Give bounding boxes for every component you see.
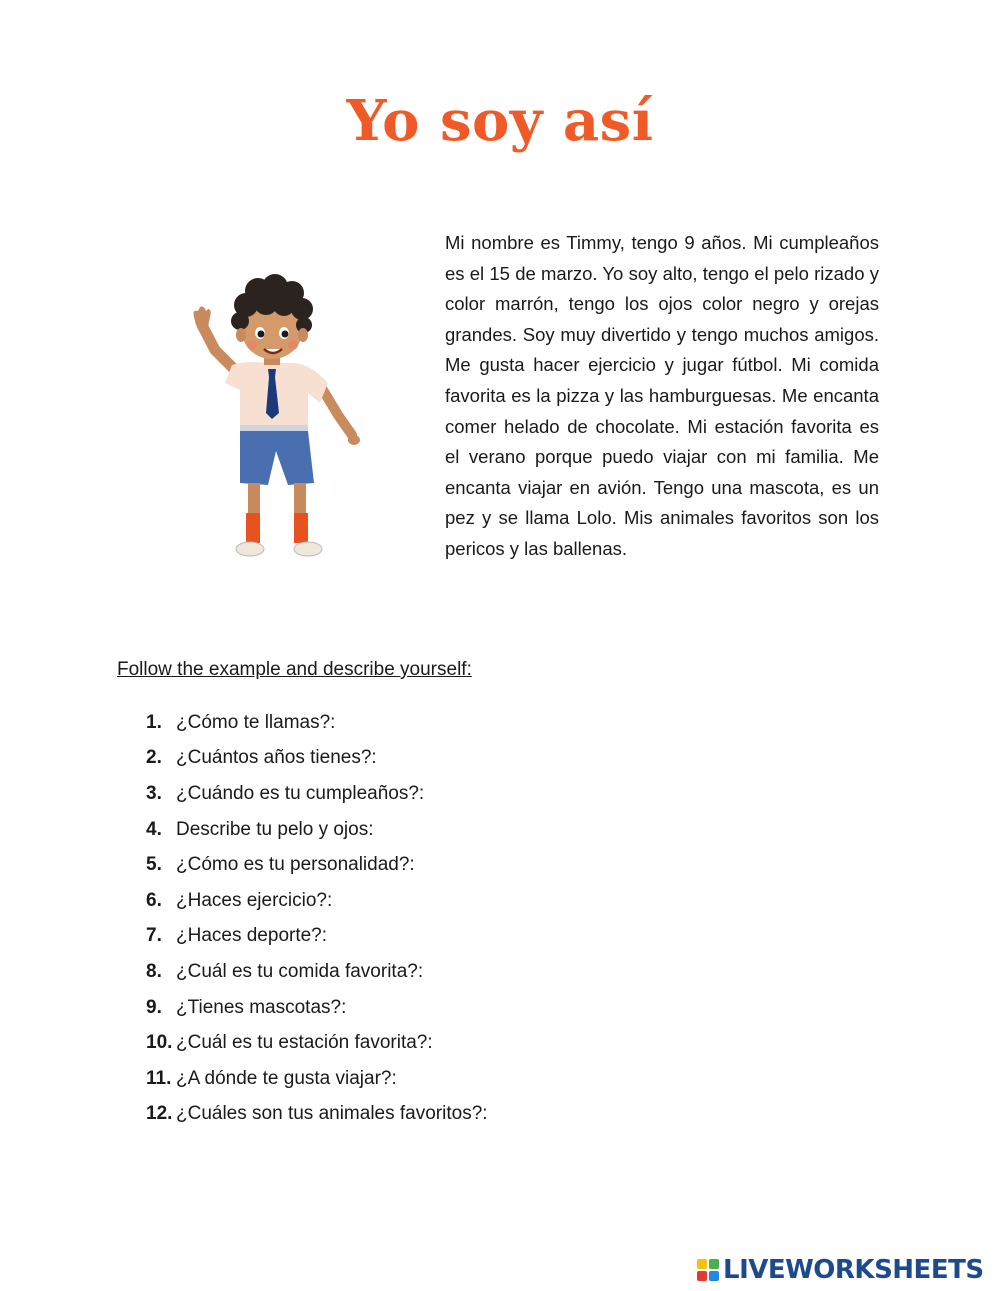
boy-left-sock bbox=[246, 513, 260, 543]
logo-squares-icon bbox=[697, 1259, 719, 1281]
question-number: 7. bbox=[146, 925, 162, 947]
question-item bbox=[146, 776, 488, 812]
boy-lowered-hand bbox=[348, 435, 360, 445]
question-text: ¿Tienes mascotas?: bbox=[176, 996, 347, 1018]
question-number: 5. bbox=[146, 854, 162, 876]
question-text: ¿Cuál es tu comida favorita?: bbox=[176, 960, 424, 982]
question-text: ¿A dónde te gusta viajar?: bbox=[176, 1067, 397, 1089]
question-item bbox=[146, 919, 488, 955]
question-text: ¿Cuál es tu estación favorita?: bbox=[176, 1032, 433, 1054]
question-text: ¿Cuándo es tu cumpleaños?: bbox=[176, 782, 425, 804]
boy-raised-hand bbox=[194, 307, 211, 329]
brand-name: LIVEWORKSHEETS bbox=[723, 1255, 984, 1285]
boy-smile bbox=[264, 349, 282, 353]
question-number: 6. bbox=[146, 889, 162, 911]
boy-lowered-arm bbox=[320, 385, 352, 435]
boy-right-shoe bbox=[294, 542, 322, 556]
question-item bbox=[146, 954, 488, 990]
question-number: 2. bbox=[146, 747, 162, 769]
question-text: ¿Cómo te llamas?: bbox=[176, 711, 336, 733]
boy-right-sock bbox=[294, 513, 308, 543]
boy-right-leg bbox=[294, 483, 306, 513]
question-number: 11. bbox=[146, 1067, 172, 1089]
question-list bbox=[146, 705, 488, 1132]
question-text: ¿Cuántos años tienes?: bbox=[176, 747, 377, 769]
question-text: ¿Cómo es tu personalidad?: bbox=[176, 854, 415, 876]
question-text: Describe tu pelo y ojos: bbox=[176, 818, 374, 840]
instruction-text: Follow the example and describe yourself: bbox=[117, 659, 472, 680]
question-number: 10. bbox=[146, 1032, 173, 1054]
question-number: 12. bbox=[146, 1103, 173, 1125]
question-number: 1. bbox=[146, 711, 162, 733]
question-item bbox=[146, 741, 488, 777]
question-item bbox=[146, 812, 488, 848]
question-item bbox=[146, 1097, 488, 1133]
question-text: ¿Haces deporte?: bbox=[176, 925, 328, 947]
question-text: ¿Cuáles son tus animales favoritos?: bbox=[176, 1103, 488, 1125]
question-item bbox=[146, 1061, 488, 1097]
question-item bbox=[146, 705, 488, 741]
question-number: 9. bbox=[146, 996, 162, 1018]
question-text: ¿Haces ejercicio?: bbox=[176, 889, 333, 911]
question-number: 8. bbox=[146, 960, 162, 982]
liveworksheets-logo[interactable] bbox=[697, 1255, 984, 1285]
question-item bbox=[146, 847, 488, 883]
page-title: Yo soy así bbox=[346, 88, 654, 154]
question-item bbox=[146, 883, 488, 919]
question-number: 4. bbox=[146, 818, 162, 840]
boy-illustration bbox=[180, 265, 370, 565]
question-number: 3. bbox=[146, 782, 162, 804]
boy-raised-arm bbox=[202, 325, 235, 370]
question-item bbox=[146, 1025, 488, 1061]
question-item bbox=[146, 990, 488, 1026]
boy-shorts bbox=[240, 431, 314, 485]
example-paragraph: Mi nombre es Timmy, tengo 9 años. Mi cumpleaños es el 15 de marzo. Yo soy alto, tengo el pelo rizado y color marrón, tengo los ojos color negro y orejas grandes. Soy muy divertido y tengo muchos amigos. Me gusta hacer ejercicio y jugar fútbol. Mi comida favorita es la pizza y las hamburguesas. Me encanta comer helado de chocolate. Mi estación favorita es el verano porque puedo viajar con mi familia. Me encanta viajar en avión. Tengo una mascota, es un pez y se llama Lolo. Mis animales favoritos son los pericos y las ballenas. bbox=[445, 232, 879, 559]
boy-left-shoe bbox=[236, 542, 264, 556]
boy-left-leg bbox=[248, 483, 260, 513]
